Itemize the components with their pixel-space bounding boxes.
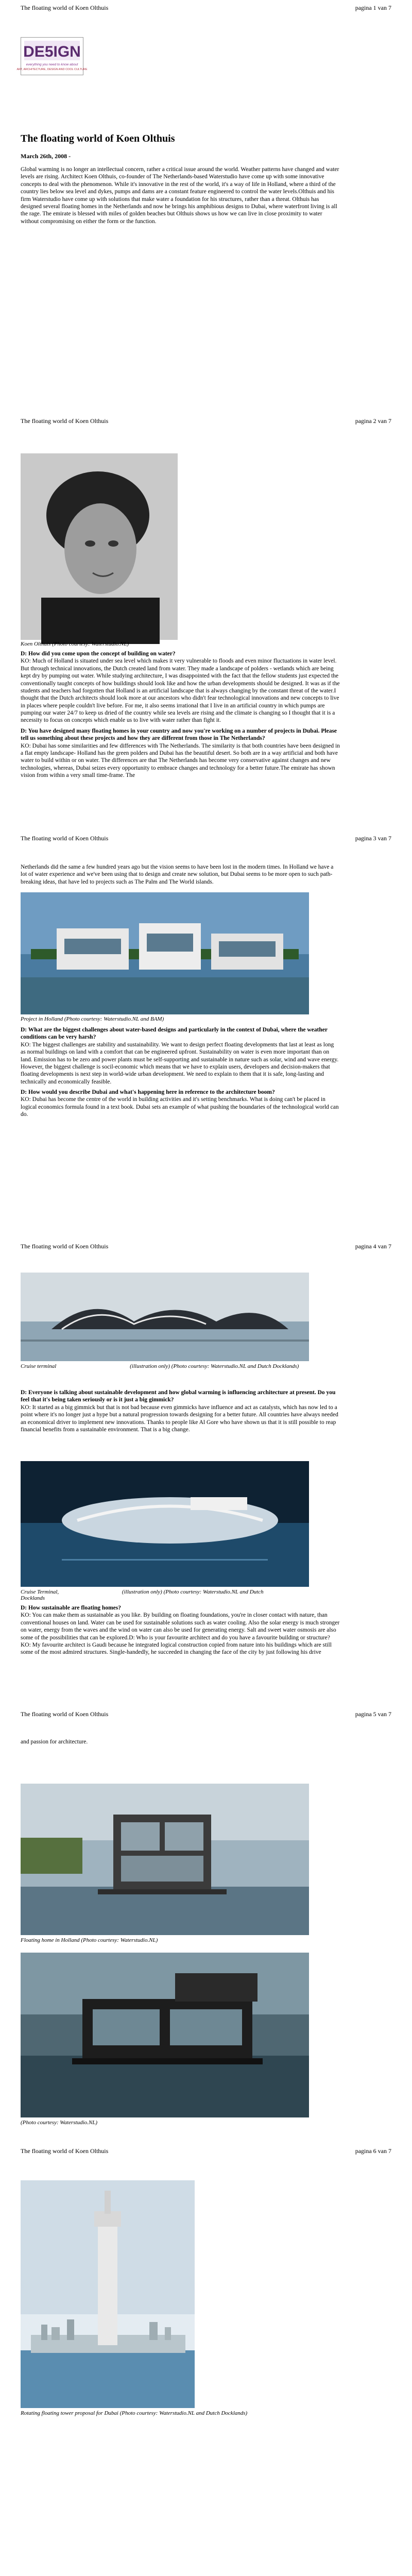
portrait-photo <box>21 453 178 640</box>
page-number: pagina 5 van 7 <box>355 1710 391 1718</box>
header-title: The floating world of Koen Olthuis <box>21 835 109 842</box>
portrait-caption: Koen Olthuis (Photo courtesy: Waterstudio.NL) <box>21 641 129 647</box>
answer-5: KO: It started as a big gimmick but that is not bad because even gimmicks have influence and act as catalysts, which has now led to a point where it's no longer just a hype but a natural progression towards designing for a better future. All countries have always needed an economical driver to implement new innovations. Thanks to people like Al Gore who have shown us that it is still possible to reap financial benefits from a sustainable environment. That is a big change. <box>21 1404 338 1433</box>
design-logo <box>16 37 88 75</box>
paragraph: Netherlands did the same a few hundred years ago but the vision seems to have been lost in the modern times. In Holland we have a lot of water experience and we've been using that to design and create new solution, but Dubai seems to be more open to such path-breaking ideas, that have led to projects such as The Palm and The World islands. <box>21 864 334 885</box>
cruise-terminal-photo <box>21 1273 309 1361</box>
interview-block-3 <box>21 1389 340 1436</box>
paragraph: and passion for architecture. <box>21 1739 88 1745</box>
question-3: D: What are the biggest challenges about water-based designs and particularly in the context of Dubai, where the weather conditions can be very harsh? <box>21 1027 328 1041</box>
page-header <box>21 835 391 842</box>
portrait-image <box>21 453 178 640</box>
page-header <box>21 1243 391 1250</box>
header-title: The floating world of Koen Olthuis <box>21 1710 109 1718</box>
floating-home-image <box>21 1784 309 1935</box>
interview-block-4 <box>21 1604 340 1659</box>
article-date: March 26th, 2008 - <box>21 152 71 160</box>
floating-home-caption: Floating home in Holland (Photo courtesy: Waterstudio.NL) <box>21 1937 158 1943</box>
answer-3: KO: The biggest challenges are stability and sustainability. We want to design perfect floating developments that last at least as long as normal buildings on land with a comfort that can be engineered upfront. Sustainability on water is even more important than on land. Emission has to be zero and power plants must be self-supporting and sustainable in nature such as solar, wind and wave energy. However, the biggest challenge is socil-economic which means that we have to explain users, developers and decision-makers that floating developments is next step in world-wide urban development. We need to explain to them that it is safe, long-lasting and technically and economically feasible. <box>21 1041 339 1085</box>
header-title: The floating world of Koen Olthuis <box>21 1243 109 1250</box>
question-6: D: How sustainable are floating homes? <box>21 1605 121 1611</box>
holland-caption: Project in Holland (Photo courtesy: Waterstudio.NL and BAM) <box>21 1016 164 1022</box>
caption-credit-cont: Docklands <box>21 1595 45 1601</box>
floating-villa-caption: (Photo courtesy: Waterstudio.NL) <box>21 2120 97 2126</box>
cruise-terminal-night-image <box>21 1461 309 1587</box>
page-number: pagina 1 van 7 <box>355 4 391 11</box>
caption-credit: (illustration only) (Photo courtesy: Waterstudio.NL and Dutch Docklands) <box>130 1363 299 1369</box>
article-title: The floating world of Koen Olthuis <box>21 133 175 144</box>
question-5: D: Everyone is talking about sustainable development and how global warming is influencing architecture at present. Do you feel that it's being taken seriously or is it just a big gimmick? <box>21 1389 336 1403</box>
page-number: pagina 6 van 7 <box>355 2147 391 2155</box>
cruise-caption-2 <box>21 1589 264 1601</box>
floating-home-photo <box>21 1784 309 1935</box>
intro-block <box>21 166 340 228</box>
cruise-terminal-image <box>21 1273 309 1361</box>
intro-paragraph: Global warming is no longer an intellectual concern, rather a critical issue around the world. Weather patterns have changed and water levels are rising. Architect Koen Olthuis, co-founder of The Netherlands-based Waterstudio have come up with some innovative concepts to deal with the phenomenon. While it's innovative in the rest of the world, it's a way of life in Holland, where a third of the country lies below sea level and dykes, pumps and dams are a constant feature engineered to control the water levels.Olthuis and his firm Waterstudio have come up with solutions that make water a foundation for his structures, rather than a threat. Olthuis has designed several floating homes in the Netherlands and now he brings his amphibious designs to Dubai, where waterfront living is all the rage. The emirate is blessed with miles of golden beaches but Olthuis shows us how we can live in close proximity to water without compromising on either the form or the function. <box>21 166 339 225</box>
caption-credit: (illustration only) (Photo courtesy: Waterstudio.NL and Dutch <box>122 1589 264 1595</box>
interview-block-1 <box>21 650 340 782</box>
cruise-caption-1 <box>21 1363 299 1369</box>
header-title: The floating world of Koen Olthuis <box>21 4 109 11</box>
page-number: pagina 4 van 7 <box>355 1243 391 1250</box>
question-2: D: You have designed many floating homes in your country and now you're working on a number of projects in Dubai. Please tell us something about these projects and how they are different from those in The Netherlands? <box>21 727 337 742</box>
answer-4: KO: Dubai has become the centre of the world in building activities and it's setting benchmarks. What is doing can't be placed in logical economics formula found in a text book. Dubai sets an example of what pushing the boundaries of the technological world can do. <box>21 1096 339 1118</box>
page3-text <box>21 863 340 889</box>
interview-block-2 <box>21 1026 340 1122</box>
question-1: D: How did you come upon the concept of building on water? <box>21 651 176 657</box>
page-header <box>21 1710 391 1718</box>
floating-villa-photo <box>21 1953 309 2117</box>
logo-graphic <box>16 38 88 75</box>
holland-project-image <box>21 892 309 1014</box>
page-header <box>21 417 391 425</box>
page-header <box>21 4 391 12</box>
page-number: pagina 2 van 7 <box>355 417 391 425</box>
page-header <box>21 2147 391 2155</box>
page-number: pagina 3 van 7 <box>355 835 391 842</box>
rotating-tower-caption: Rotating floating tower proposal for Dubai (Photo courtesy: Waterstudio.NL and Dutch Docklands) <box>21 2410 248 2416</box>
answer-1: KO: Much of Holland is situated under sea level which makes it very vulnerable to floods and even minor fluctuations in water level. But through technical innovations, the Dutch created land from water. They made a landscape of polders - wetlands which are being kept dry by pumping out water. While studying architecture, I was disappointed with the fact that the fellow students just expected the conventionally taught concepts of how buildings should look like and how the urban developments should be designed. It was as if the students and teachers had forgotten that Holland is an artificial landscape that is always changing by the constant threat of the water.I thought that the Dutch architects should look more at our ancestors who didn't fear technological innovations and new concepts to live in places where people couldn't live before. For me, it also seems irrational that I live in an artificial country in which pumps are pumping our water 24/7 to keep us dried of the country while sea levels are rising and the climate is changing so I thought that it is a necessity to focus on concepts which enable us to live with water rather than fight it. <box>21 658 340 724</box>
answer-6: KO: You can make them as sustainable as you like. By building on floating foundations, you're in closer contact with nature, than conventional houses on land. Water can be used for sustainable solutions such as water cooling. Also the solar energy is much stronger on water, energy from the waves and the wind on water can also be used for generating energy. Salt and sweet water osmosis are also some of the possibilities that can be explored.D: Who is your favourite architect and do you have a favourite building or structure?KO: My favourite architect is Gaudi because he integrated logical construction copied from nature into his buildings which are still some of the most admired structures. Single-handedly, he succeeded in changing the face of the city by just following his drive <box>21 1612 340 1656</box>
svg-text:ART, ARCHITECTURE, DESIGN AND: ART, ARCHITECTURE, DESIGN AND COOL CULTURE <box>16 68 88 71</box>
caption-label: Cruise Terminal, <box>21 1589 59 1595</box>
holland-project-photo <box>21 892 309 1014</box>
header-title: The floating world of Koen Olthuis <box>21 2147 109 2155</box>
svg-text:everything you need to know ab: everything you need to know about <box>26 63 78 66</box>
floating-villa-image <box>21 1953 309 2117</box>
question-4: D: How would you describe Dubai and what's happening here in reference to the architecture boom? <box>21 1089 275 1095</box>
rotating-tower-image <box>21 2180 195 2408</box>
svg-text:DE5IGN: DE5IGN <box>23 43 81 60</box>
caption-label: Cruise terminal <box>21 1363 57 1369</box>
cruise-terminal-night-photo <box>21 1461 309 1587</box>
rotating-tower-photo <box>21 2180 195 2408</box>
answer-2: KO: Dubai has some similarities and few differences with The Netherlands. The similarity is that both countries have been designed in a flat empty landscape- Holland has the green polders and Dubai has the beautiful desert. So both are in a way artificial and both have water to build within or on water. The differences are that The Netherlands has become very conservative against changes and new technologies, whereas, Dubai seizes every opportunity to embrace changes and technology for a better future.The emirate has shown vision from within a very small time-frame. The <box>21 742 340 778</box>
page5-text <box>21 1738 340 1749</box>
header-title: The floating world of Koen Olthuis <box>21 417 109 425</box>
